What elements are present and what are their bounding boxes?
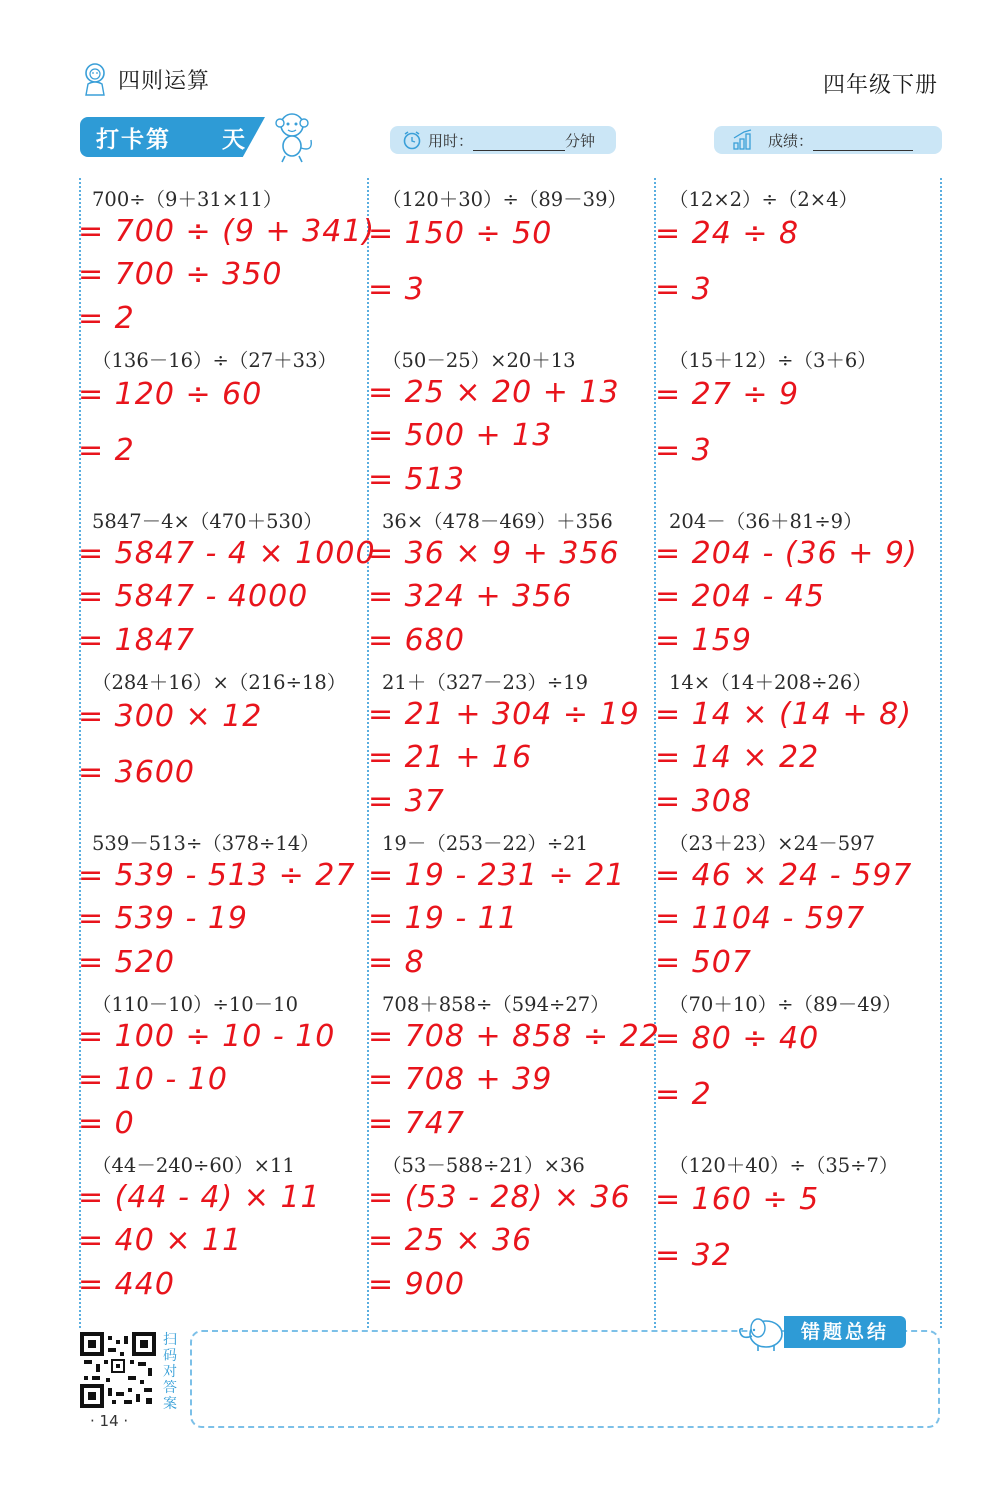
handwritten-step: = 680 <box>368 623 465 658</box>
handwritten-step: = 747 <box>368 1106 465 1141</box>
handwritten-step: = 37 <box>368 784 445 819</box>
handwritten-step: = 80 ÷ 40 <box>655 1021 820 1056</box>
handwritten-step: = 900 <box>368 1267 465 1302</box>
handwritten-step: = 700 ÷ (9 + 341) <box>78 214 376 249</box>
problem-expression: （120＋30）÷（89－39） <box>382 188 627 211</box>
problem-expression: （23＋23）×24－597 <box>669 832 875 855</box>
handwritten-step: = 308 <box>655 784 752 819</box>
time-label-row <box>428 130 595 151</box>
handwritten-step: = 300 × 12 <box>78 699 263 734</box>
handwritten-step: = 19 - 231 ÷ 21 <box>368 858 626 893</box>
problem-expression: （284＋16）×（216÷18） <box>92 671 347 694</box>
handwritten-step: = 700 ÷ 350 <box>78 257 283 292</box>
handwritten-step: = 120 ÷ 60 <box>78 377 263 412</box>
handwritten-step: = 539 - 513 ÷ 27 <box>78 858 356 893</box>
handwritten-step: = 3 <box>655 272 712 307</box>
checkin-text: 打卡第 <box>96 127 171 153</box>
column-divider <box>940 178 942 1328</box>
handwritten-step: = 500 + 13 <box>368 418 553 453</box>
page-number: · 14 · <box>90 1412 129 1430</box>
problem-expression: 36×（478－469）＋356 <box>382 510 613 533</box>
handwritten-step: = 204 - (36 + 9) <box>655 536 918 571</box>
score-label-row <box>768 130 913 151</box>
handwritten-step: = 160 ÷ 5 <box>655 1182 820 1217</box>
problem-expression: （44－240÷60）×11 <box>92 1154 295 1177</box>
handwritten-step: = 2 <box>655 1077 712 1112</box>
handwritten-step: = 32 <box>655 1238 732 1273</box>
handwritten-step: = 14 × 22 <box>655 740 820 775</box>
handwritten-step: = 0 <box>78 1106 135 1141</box>
mistake-summary-label: 错题总结 <box>784 1316 906 1348</box>
handwritten-step: = 25 × 20 + 13 <box>368 375 620 410</box>
handwritten-step: = 3 <box>368 272 425 307</box>
problem-expression: （110－10）÷10－10 <box>92 993 298 1016</box>
score-label: 成绩： <box>768 132 814 150</box>
clock-icon <box>402 130 422 150</box>
book-title: 四则运算 <box>118 68 211 94</box>
handwritten-step: = 5847 - 4000 <box>78 579 309 614</box>
handwritten-step: = 324 + 356 <box>368 579 573 614</box>
book-header <box>80 62 210 96</box>
time-label: 用时： <box>428 132 474 150</box>
score-blank[interactable] <box>813 134 913 151</box>
handwritten-step: = 2 <box>78 433 135 468</box>
handwritten-step: = 25 × 36 <box>368 1223 533 1258</box>
qr-code-icon[interactable] <box>80 1332 156 1408</box>
problem-expression: 204－（36＋81÷9） <box>669 510 863 533</box>
handwritten-step: = 8 <box>368 945 425 980</box>
problem-expression: 539－513÷（378÷14） <box>92 832 320 855</box>
problem-expression: 14×（14＋208÷26） <box>669 671 872 694</box>
handwritten-step: = (53 - 28) × 36 <box>368 1180 631 1215</box>
handwritten-step: = 19 - 11 <box>368 901 518 936</box>
handwritten-step: = 2 <box>78 301 135 336</box>
handwritten-step: = 100 ÷ 10 - 10 <box>78 1019 336 1054</box>
handwritten-step: = 46 × 24 - 597 <box>655 858 913 893</box>
problem-expression: （70＋10）÷（89－49） <box>669 993 902 1016</box>
problem-expression: 5847－4×（470＋530） <box>92 510 323 533</box>
problem-expression: （12×2）÷（2×4） <box>669 188 859 211</box>
handwritten-step: = 1104 - 597 <box>655 901 866 936</box>
problem-expression: （50－25）×20＋13 <box>382 349 576 372</box>
handwritten-step: = 27 ÷ 9 <box>655 377 800 412</box>
column-divider <box>79 178 81 1328</box>
lion-mascot-icon <box>80 62 110 96</box>
handwritten-step: = 10 - 10 <box>78 1062 228 1097</box>
checkin-day: 天 <box>222 127 245 153</box>
chart-bars-icon <box>732 128 754 150</box>
time-blank[interactable] <box>473 134 565 151</box>
handwritten-step: = 21 + 16 <box>368 740 533 775</box>
monkey-mascot-icon <box>265 108 321 164</box>
handwritten-step: = 150 ÷ 50 <box>368 216 553 251</box>
problem-expression: 700÷（9＋31×11） <box>92 188 283 211</box>
handwritten-step: = 708 + 39 <box>368 1062 553 1097</box>
handwritten-step: = 708 + 858 ÷ 22 <box>368 1019 660 1054</box>
handwritten-step: = 14 × (14 + 8) <box>655 697 912 732</box>
problem-expression: （15＋12）÷（3＋6） <box>669 349 877 372</box>
handwritten-step: = 1847 <box>78 623 196 658</box>
handwritten-step: = 24 ÷ 8 <box>655 216 800 251</box>
handwritten-step: = 539 - 19 <box>78 901 249 936</box>
handwritten-step: = 3600 <box>78 755 196 790</box>
handwritten-step: = 5847 - 4 × 1000 <box>78 536 376 571</box>
elephant-mascot-icon <box>736 1310 786 1352</box>
problem-expression: 21＋（327－23）÷19 <box>382 671 588 694</box>
problem-expression: （53－588÷21）×36 <box>382 1154 585 1177</box>
handwritten-step: = 507 <box>655 945 752 980</box>
problem-expression: （120＋40）÷（35÷7） <box>669 1154 899 1177</box>
time-unit: 分钟 <box>565 132 596 150</box>
handwritten-step: = 513 <box>368 462 465 497</box>
handwritten-step: = 204 - 45 <box>655 579 826 614</box>
handwritten-step: = 36 × 9 + 356 <box>368 536 620 571</box>
handwritten-step: = 159 <box>655 623 752 658</box>
problem-expression: 708＋858÷（594÷27） <box>382 993 610 1016</box>
handwritten-step: = 520 <box>78 945 175 980</box>
handwritten-step: = 3 <box>655 433 712 468</box>
handwritten-step: = 40 × 11 <box>78 1223 243 1258</box>
handwritten-step: = 440 <box>78 1267 175 1302</box>
scan-answer-text: 扫码对答案 <box>163 1332 177 1412</box>
grade-label: 四年级下册 <box>822 73 938 98</box>
problem-expression: （136－16）÷（27＋33） <box>92 349 337 372</box>
handwritten-step: = (44 - 4) × 11 <box>78 1180 321 1215</box>
handwritten-step: = 21 + 304 ÷ 19 <box>368 697 640 732</box>
problem-expression: 19－（253－22）÷21 <box>382 832 588 855</box>
